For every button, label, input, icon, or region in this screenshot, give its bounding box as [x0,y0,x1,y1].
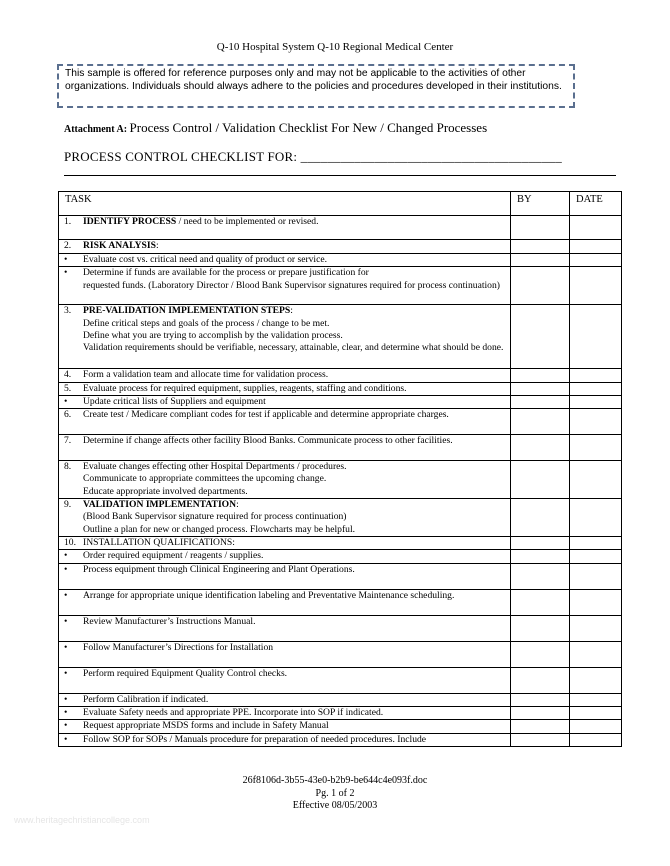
table-row [59,409,622,435]
table-row [59,589,622,615]
task-cell [59,733,511,746]
table-header-row [59,192,622,216]
table-row [59,267,622,305]
task-marker: 7. [64,435,72,447]
by-cell[interactable] [511,641,570,667]
footer-filename: 26f8106d-3b55-43e0-b2b9-be644c4e093f.doc [242,775,428,786]
task-text [83,550,507,562]
task-text-part: Request appropriate MSDS forms and include in Safety Manual [83,720,329,732]
task-cell [59,641,511,667]
by-cell[interactable] [511,461,570,499]
task-text [83,396,507,408]
task-text-part: INSTALLATION QUALIFICATIONS: [83,537,235,549]
task-subline: Outline a plan for new or changed process. Flowcharts may be helpful. [83,523,356,535]
task-text [83,694,507,706]
task-subline: Define critical steps and goals of the process / change to be met. [83,317,330,329]
table-row [59,615,622,641]
attachment-title: Process Control / Validation Checklist For New / Changed Processes [129,120,488,135]
by-cell[interactable] [511,693,570,706]
table-row [59,435,622,461]
date-cell[interactable] [570,369,622,382]
by-cell[interactable] [511,216,570,240]
task-text-part: Evaluate Safety needs and appropriate PPE. Incorporate into SOP if indicated. [83,707,384,719]
task-subline: (Blood Bank Supervisor signature required for process continuation) [83,511,347,523]
task-marker: • [64,720,68,732]
date-cell[interactable] [570,499,622,537]
table-row [59,550,622,563]
by-cell[interactable] [511,537,570,550]
by-cell[interactable] [511,563,570,589]
date-cell[interactable] [570,305,622,369]
task-cell [59,395,511,408]
task-text [83,707,507,719]
task-marker: 8. [64,461,72,473]
date-cell[interactable] [570,707,622,720]
task-marker: 1. [64,216,72,227]
task-text-part: Arrange for appropriate unique identification labeling and Preventative Maintenance scheduling. [83,589,455,601]
task-text-part: Follow SOP for SOPs / Manuals procedure for preparation of needed procedures. Include [83,733,427,745]
task-text-part: Order required equipment / reagents / supplies. [83,550,264,562]
task-cell [59,720,511,733]
task-marker: • [64,254,68,265]
task-cell [59,461,511,499]
task-marker: 6. [64,409,72,421]
task-text [83,267,507,292]
task-subline: Communicate to appropriate committees the upcoming change. [83,473,327,485]
by-cell[interactable] [511,435,570,461]
by-cell[interactable] [511,615,570,641]
task-text-part: Process equipment through Clinical Engineering and Plant Operations. [83,563,355,575]
task-text-part: : [290,305,293,317]
table-row [59,499,622,537]
date-cell[interactable] [570,589,622,615]
task-marker: 4. [64,369,72,381]
task-text [83,720,507,732]
date-cell[interactable] [570,563,622,589]
date-cell[interactable] [570,435,622,461]
task-subline: Validation requirements should be verifiable, necessary, attainable, clear, and determine what should be done. [83,342,504,354]
task-cell [59,409,511,435]
task-text-part: Evaluate changes effecting other Hospital Departments / procedures. [83,461,347,473]
task-text-part: : [155,240,159,251]
task-marker: 2. [64,240,72,251]
by-cell[interactable] [511,305,570,369]
by-cell[interactable] [511,409,570,435]
table-row [59,720,622,733]
task-subline: Educate appropriate involved departments. [83,485,248,497]
header-by: BY [511,192,570,216]
date-cell[interactable] [570,254,622,267]
header-task: TASK [59,192,511,216]
date-cell[interactable] [570,267,622,305]
date-cell[interactable] [570,382,622,395]
by-cell[interactable] [511,733,570,746]
task-text-part: Review Manufacturer’s Instructions Manual. [83,615,256,627]
by-cell[interactable] [511,707,570,720]
task-text [83,616,507,628]
task-text [83,642,507,654]
date-cell[interactable] [570,641,622,667]
table-row [59,395,622,408]
task-marker: 3. [64,305,72,317]
table-row [59,369,622,382]
checklist-for-label: PROCESS CONTROL CHECKLIST FOR: [64,149,298,164]
checklist-for-blank: _______________________________________ [300,149,562,164]
task-text-part: Perform Calibration if indicated. [83,693,209,705]
task-text [83,383,507,395]
task-cell [59,563,511,589]
task-cell [59,589,511,615]
task-text-part: Determine if change affects other facility Blood Banks. Communicate process to other facilities. [83,435,453,447]
date-cell[interactable] [570,720,622,733]
table-row [59,693,622,706]
task-cell [59,550,511,563]
disclaimer-box: This sample is offered for reference purposes only and may not be applicable to the activities of other organizations. Individuals should always adhere to the policies and procedures developed in their institutions. [57,64,575,108]
task-text [83,369,507,381]
by-cell[interactable] [511,499,570,537]
footer-page-number: Pg. 1 of 2 [315,787,355,799]
task-text [83,499,507,536]
task-cell [59,382,511,395]
task-text [83,590,507,602]
task-text [83,537,507,549]
task-text [83,240,507,252]
task-cell [59,216,511,240]
task-marker: • [64,615,68,627]
task-cell [59,707,511,720]
table-row [59,563,622,589]
task-text [83,216,507,228]
task-text-part: : [236,499,239,511]
task-text-part: Form a validation team and allocate time for validation process. [83,369,329,381]
blank-line-rule [64,175,616,176]
page-header-title: Q-10 Hospital System Q-10 Regional Medical Center [216,41,454,53]
date-cell[interactable] [570,667,622,693]
task-marker: • [64,550,68,562]
watermark-text: www.heritagechristiancollege.com [14,815,150,825]
table-row [59,733,622,746]
task-marker: • [64,395,68,407]
task-text-part: Determine if funds are available for the process or prepare justification for [83,267,369,279]
task-text-part: Create test / Medicare compliant codes for test if applicable and determine appropriate charges. [83,409,449,421]
task-cell [59,499,511,537]
by-cell[interactable] [511,240,570,254]
task-text-part: PRE-VALIDATION IMPLEMENTATION STEPS [83,305,291,317]
task-marker: 10. [64,537,76,549]
task-marker: • [64,707,68,719]
task-text [83,461,507,498]
task-text-part: IDENTIFY PROCESS [83,216,177,227]
header-date: DATE [570,192,622,216]
task-cell [59,305,511,369]
date-cell[interactable] [570,550,622,563]
checklist-for-line [64,149,562,165]
task-cell [59,369,511,382]
task-text-part: RISK ANALYSIS [83,240,156,251]
date-cell[interactable] [570,693,622,706]
task-marker: • [64,641,68,653]
footer-effective-date: Effective 08/05/2003 [292,800,378,811]
task-text [83,305,507,354]
by-cell[interactable] [511,369,570,382]
date-cell[interactable] [570,537,622,550]
page-footer [0,775,670,813]
date-cell[interactable] [570,395,622,408]
by-cell[interactable] [511,589,570,615]
table-row [59,537,622,550]
task-text-continuation: requested funds. (Laboratory Director / Blood Bank Supervisor signatures required for process continuation) [83,279,500,291]
task-text-part: Update critical lists of Suppliers and equipment [83,395,266,407]
task-marker: • [64,667,68,679]
task-marker: • [64,733,68,745]
by-cell[interactable] [511,667,570,693]
task-cell [59,267,511,305]
attachment-heading [64,120,487,136]
task-cell [59,537,511,550]
table-row [59,216,622,240]
table-row [59,461,622,499]
task-text [83,734,507,746]
task-subline: Define what you are trying to accomplish by the validation process. [83,329,343,341]
task-text [83,668,507,680]
by-cell[interactable] [511,720,570,733]
attachment-label: Attachment A: [64,124,128,135]
table-row [59,240,622,254]
task-marker: 5. [64,382,72,394]
task-text-part: Evaluate process for required equipment, supplies, reagents, staffing and conditions. [83,382,407,394]
table-row [59,707,622,720]
checklist-body [59,216,622,747]
task-text [83,409,507,421]
by-cell[interactable] [511,395,570,408]
task-cell [59,693,511,706]
date-cell[interactable] [570,409,622,435]
task-marker: • [64,693,68,705]
table-row [59,667,622,693]
table-row [59,382,622,395]
task-text-part: Follow Manufacturer’s Directions for Installation [83,641,274,653]
date-cell[interactable] [570,216,622,240]
checklist-table [58,191,622,747]
task-cell [59,254,511,267]
task-cell [59,615,511,641]
by-cell[interactable] [511,267,570,305]
task-text-part: Perform required Equipment Quality Control checks. [83,667,288,679]
date-cell[interactable] [570,240,622,254]
task-text-part: / need to be implemented or revised. [176,216,319,227]
by-cell[interactable] [511,382,570,395]
task-text [83,254,507,266]
task-text-part: VALIDATION IMPLEMENTATION [83,499,237,511]
task-text [83,564,507,576]
table-row [59,305,622,369]
table-row [59,641,622,667]
task-text [83,435,507,447]
date-cell[interactable] [570,615,622,641]
task-marker: • [64,589,68,601]
table-row [59,254,622,267]
task-marker: • [64,563,68,575]
task-cell [59,240,511,254]
by-cell[interactable] [511,254,570,267]
task-marker: • [64,267,68,279]
by-cell[interactable] [511,550,570,563]
task-cell [59,667,511,693]
task-cell [59,435,511,461]
date-cell[interactable] [570,733,622,746]
task-text-part: Evaluate cost vs. critical need and quality of product or service. [83,254,328,265]
date-cell[interactable] [570,461,622,499]
task-marker: 9. [64,499,72,511]
